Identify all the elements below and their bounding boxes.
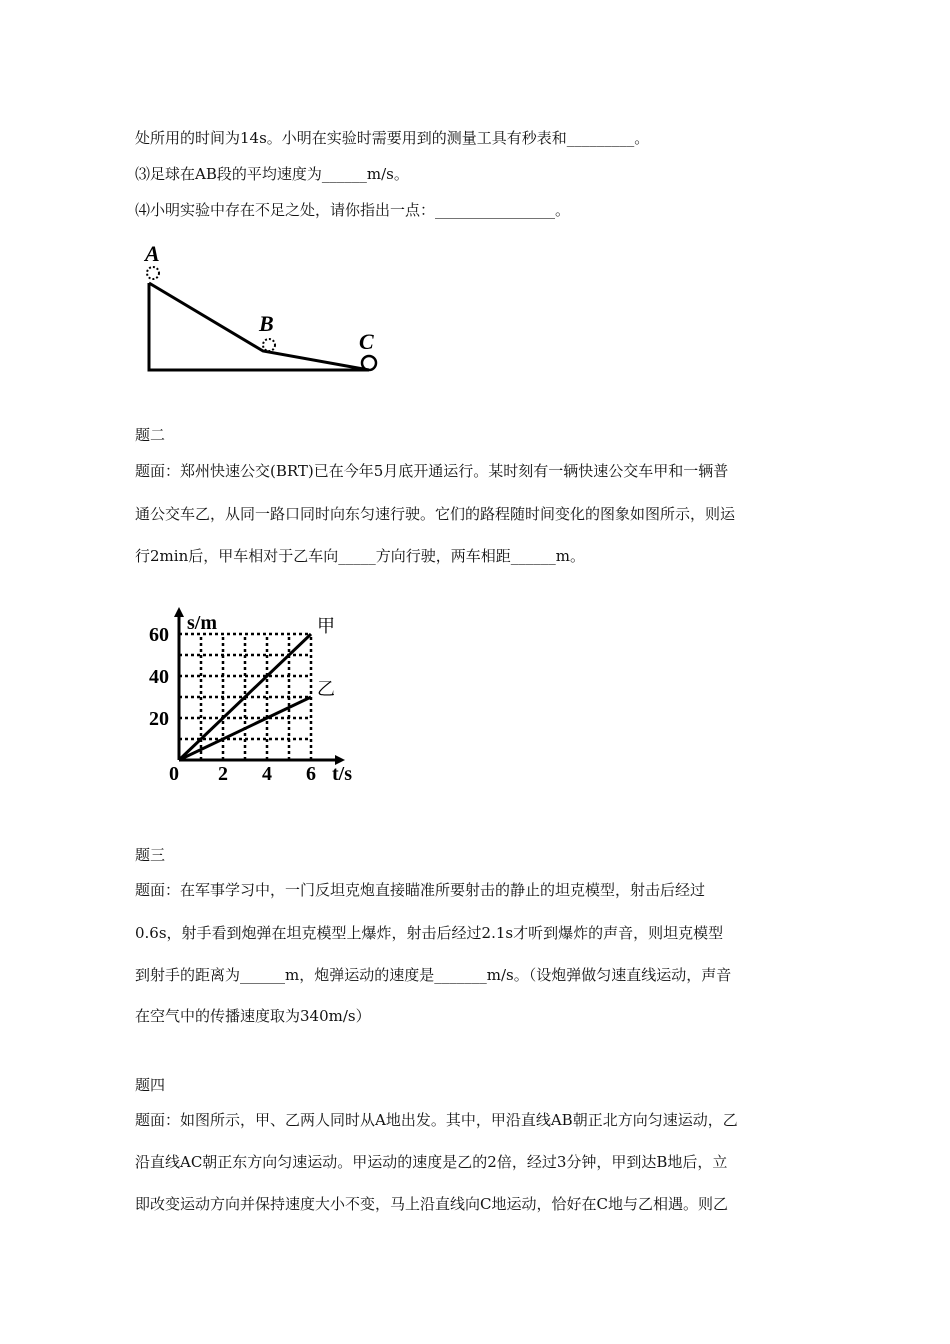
q4-line-3: 即改变运动方向并保持速度大小不变，马上沿直线向C地运动，恰好在C地与乙相遇。则乙 xyxy=(135,1195,728,1213)
q4-line-2: 沿直线AC朝正东方向匀速运动。甲运动的速度是乙的2倍，经过3分钟，甲到达B地后，立 xyxy=(135,1153,728,1171)
x-axis-label: t/s xyxy=(332,763,352,785)
q1-line-3: ⑷小明实验中存在不足之处，请你指出一点：________________。 xyxy=(135,201,571,219)
y-axis-arrow xyxy=(174,607,184,617)
ball-b xyxy=(263,339,275,351)
q3-line-3: 到射手的距离为______m，炮弹运动的速度是_______m/s。（设炮弹做匀速直线运动，声音 xyxy=(135,966,732,984)
series-name-2: 乙 xyxy=(317,679,335,699)
x-tick-label: 4 xyxy=(262,763,272,785)
q2-line-2: 通公交车乙，从同一路口同时向东匀速行驶。它们的路程随时间变化的图象如图所示，则运 xyxy=(135,505,736,523)
x-tick-label: 2 xyxy=(218,763,228,785)
y-tick-label: 60 xyxy=(149,624,169,646)
series-name-1: 甲 xyxy=(317,616,335,636)
y-axis-label: s/m xyxy=(187,612,217,634)
q2-line-1: 题面：郑州快速公交(BRT)已在今年5月底开通运行。某时刻有一辆快速公交车甲和一辆普 xyxy=(135,462,729,480)
label-a: A xyxy=(145,241,160,266)
y-tick-label: 40 xyxy=(149,666,169,688)
q1-line-1: 处所用的时间为14s。小明在实验时需要用到的测量工具有秒表和_________。 xyxy=(135,129,650,147)
incline-figure xyxy=(135,235,395,385)
label-c: C xyxy=(359,329,374,354)
q3-line-1: 题面：在军事学习中，一门反坦克炮直接瞄准所要射击的静止的坦克模型，射击后经过 xyxy=(135,881,706,899)
q4-heading: 题四 xyxy=(135,1076,166,1094)
y-tick-label: 20 xyxy=(149,708,169,730)
q3-line-2: 0.6s，射手看到炮弹在坦克模型上爆炸，射击后经过2.1s才听到爆炸的声音，则坦克模型 xyxy=(135,924,724,942)
origin-label: 0 xyxy=(169,763,179,785)
q1-line-2: ⑶足球在AB段的平均速度为______m/s。 xyxy=(135,165,409,183)
series-line-2 xyxy=(179,697,311,760)
q4-line-1: 题面：如图所示，甲、乙两人同时从A地出发。其中，甲沿直线AB朝正北方向匀速运动，乙 xyxy=(135,1111,738,1129)
x-tick-label: 6 xyxy=(306,763,316,785)
st-chart xyxy=(135,605,375,795)
q3-heading: 题三 xyxy=(135,846,166,864)
ball-a xyxy=(147,267,159,279)
q3-line-4: 在空气中的传播速度取为340m/s） xyxy=(135,1007,371,1025)
q2-line-3: 行2min后，甲车相对于乙车向_____方向行驶，两车相距______m。 xyxy=(135,547,585,565)
label-b: B xyxy=(259,311,274,336)
q2-heading: 题二 xyxy=(135,426,166,444)
